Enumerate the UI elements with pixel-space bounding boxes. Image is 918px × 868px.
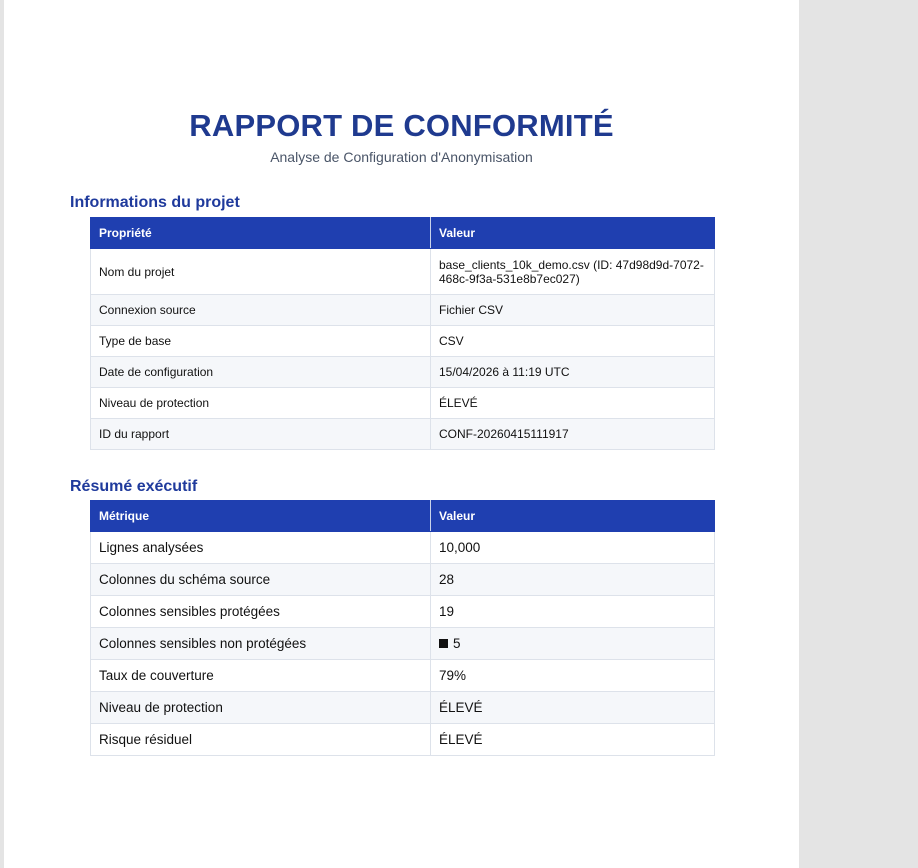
row-value-source-connection: Fichier CSV <box>431 295 715 326</box>
table-row <box>91 628 715 660</box>
row-value-coverage-rate: 79% <box>431 660 715 692</box>
report-subtitle: Analyse de Configuration d'Anonymisation <box>270 149 533 165</box>
row-label-protection-level: Niveau de protection <box>91 388 431 419</box>
document-page <box>4 0 799 868</box>
row-label-database-type: Type de base <box>91 326 431 357</box>
table-row <box>91 660 715 692</box>
table-row <box>91 419 715 450</box>
table-row <box>91 249 715 295</box>
row-label-source-schema-columns: Colonnes du schéma source <box>91 564 431 596</box>
table-row <box>91 564 715 596</box>
executive-summary-table <box>90 500 715 756</box>
table-row <box>91 596 715 628</box>
row-label-source-connection: Connexion source <box>91 295 431 326</box>
row-value-protected-sensitive-columns: 19 <box>431 596 715 628</box>
row-value-database-type: CSV <box>431 326 715 357</box>
table-row <box>91 692 715 724</box>
column-header-value: Valeur <box>431 501 715 532</box>
project-info-table <box>90 217 715 450</box>
column-header-property: Propriété <box>91 218 431 249</box>
table-row <box>91 388 715 419</box>
row-value-report-id: CONF-20260415111917 <box>431 419 715 450</box>
report-title: RAPPORT DE CONFORMITÉ <box>189 108 614 143</box>
row-value-project-name: base_clients_10k_demo.csv (ID: 47d98d9d-7072-468c-9f3a-531e8b7ec027) <box>431 249 715 295</box>
row-label-report-id: ID du rapport <box>91 419 431 450</box>
unprotected-count: 5 <box>453 636 461 651</box>
section-heading-project-info: Informations du projet <box>70 194 240 211</box>
row-value-unprotected-sensitive-columns <box>431 628 715 660</box>
row-value-residual-risk: ÉLEVÉ <box>431 724 715 756</box>
table-header-row <box>91 218 715 249</box>
black-square-icon <box>439 639 448 648</box>
table-row <box>91 357 715 388</box>
row-value-rows-analyzed: 10,000 <box>431 532 715 564</box>
row-label-residual-risk: Risque résiduel <box>91 724 431 756</box>
table-row <box>91 295 715 326</box>
row-label-protection-level: Niveau de protection <box>91 692 431 724</box>
row-label-coverage-rate: Taux de couverture <box>91 660 431 692</box>
row-value-protection-level: ÉLEVÉ <box>431 388 715 419</box>
table-header-row <box>91 501 715 532</box>
row-value-configuration-date: 15/04/2026 à 11:19 UTC <box>431 357 715 388</box>
table-row <box>91 724 715 756</box>
row-label-unprotected-sensitive-columns: Colonnes sensibles non protégées <box>91 628 431 660</box>
column-header-value: Valeur <box>431 218 715 249</box>
column-header-metric: Métrique <box>91 501 431 532</box>
row-label-protected-sensitive-columns: Colonnes sensibles protégées <box>91 596 431 628</box>
table-row <box>91 326 715 357</box>
row-label-rows-analyzed: Lignes analysées <box>91 532 431 564</box>
row-label-configuration-date: Date de configuration <box>91 357 431 388</box>
row-value-source-schema-columns: 28 <box>431 564 715 596</box>
row-label-project-name: Nom du projet <box>91 249 431 295</box>
section-heading-executive-summary: Résumé exécutif <box>70 478 198 495</box>
table-row <box>91 532 715 564</box>
row-value-protection-level: ÉLEVÉ <box>431 692 715 724</box>
